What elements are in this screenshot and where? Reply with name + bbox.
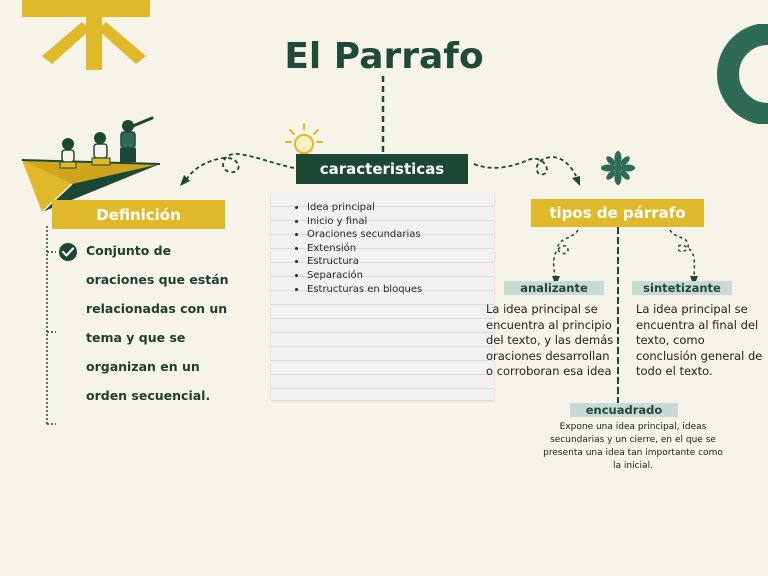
arrow-to-types bbox=[470, 148, 586, 190]
list-item: • Idea principal bbox=[307, 201, 494, 215]
arrow-to-analizante bbox=[548, 228, 588, 288]
sintetizante-description: La idea principal se encuentra al final del texto, como conclusión general de todo el texto. bbox=[636, 302, 763, 378]
characteristics-heading bbox=[296, 154, 468, 184]
list-item: • Inicio y final bbox=[307, 215, 494, 229]
check-circle-icon bbox=[58, 242, 78, 262]
arrow-to-definition bbox=[176, 148, 298, 190]
list-item: • Extensión bbox=[307, 242, 494, 256]
analizante-description: La idea principal se encuentra al principio del texto, y las demás oraciones desarrollan o corroboran esa idea bbox=[486, 302, 614, 378]
definition-heading bbox=[52, 200, 225, 229]
encuadrado-label-text: encuadrado bbox=[585, 403, 663, 417]
types-heading-label: tipos de párrafo bbox=[549, 204, 686, 222]
types-connector bbox=[614, 227, 622, 403]
definition-text: Conjunto de oraciones que están relacionadas con un tema y que se organizan en un orden secuencial. bbox=[86, 243, 229, 403]
sintetizante-label bbox=[632, 281, 732, 295]
list-item: • Oraciones secundarias bbox=[307, 228, 494, 242]
characteristics-heading-label: caracteristicas bbox=[319, 160, 445, 178]
analizante-label bbox=[504, 281, 604, 295]
paper-plane-illustration bbox=[20, 112, 170, 214]
flower-icon bbox=[600, 150, 636, 186]
analizante-label-text: analizante bbox=[520, 281, 588, 295]
types-heading bbox=[531, 199, 704, 227]
list-item: • Estructura bbox=[307, 255, 494, 269]
list-item: • Estructuras en bloques bbox=[307, 283, 494, 297]
encuadrado-description: Expone una idea principal, ideas secundarias y un cierre, en el que se presenta una idea tan importante como la inicial. bbox=[543, 422, 723, 471]
sintetizante-label-text: sintetizante bbox=[643, 281, 721, 295]
encuadrado-label bbox=[570, 403, 678, 417]
characteristics-paper bbox=[271, 193, 494, 400]
definition-heading-label: Definición bbox=[96, 205, 181, 224]
characteristics-list bbox=[271, 201, 494, 296]
arrow-to-sintetizante bbox=[664, 228, 704, 288]
page-title: El Parrafo bbox=[284, 36, 484, 77]
title-connector bbox=[378, 76, 388, 158]
list-item: • Separación bbox=[307, 269, 494, 283]
